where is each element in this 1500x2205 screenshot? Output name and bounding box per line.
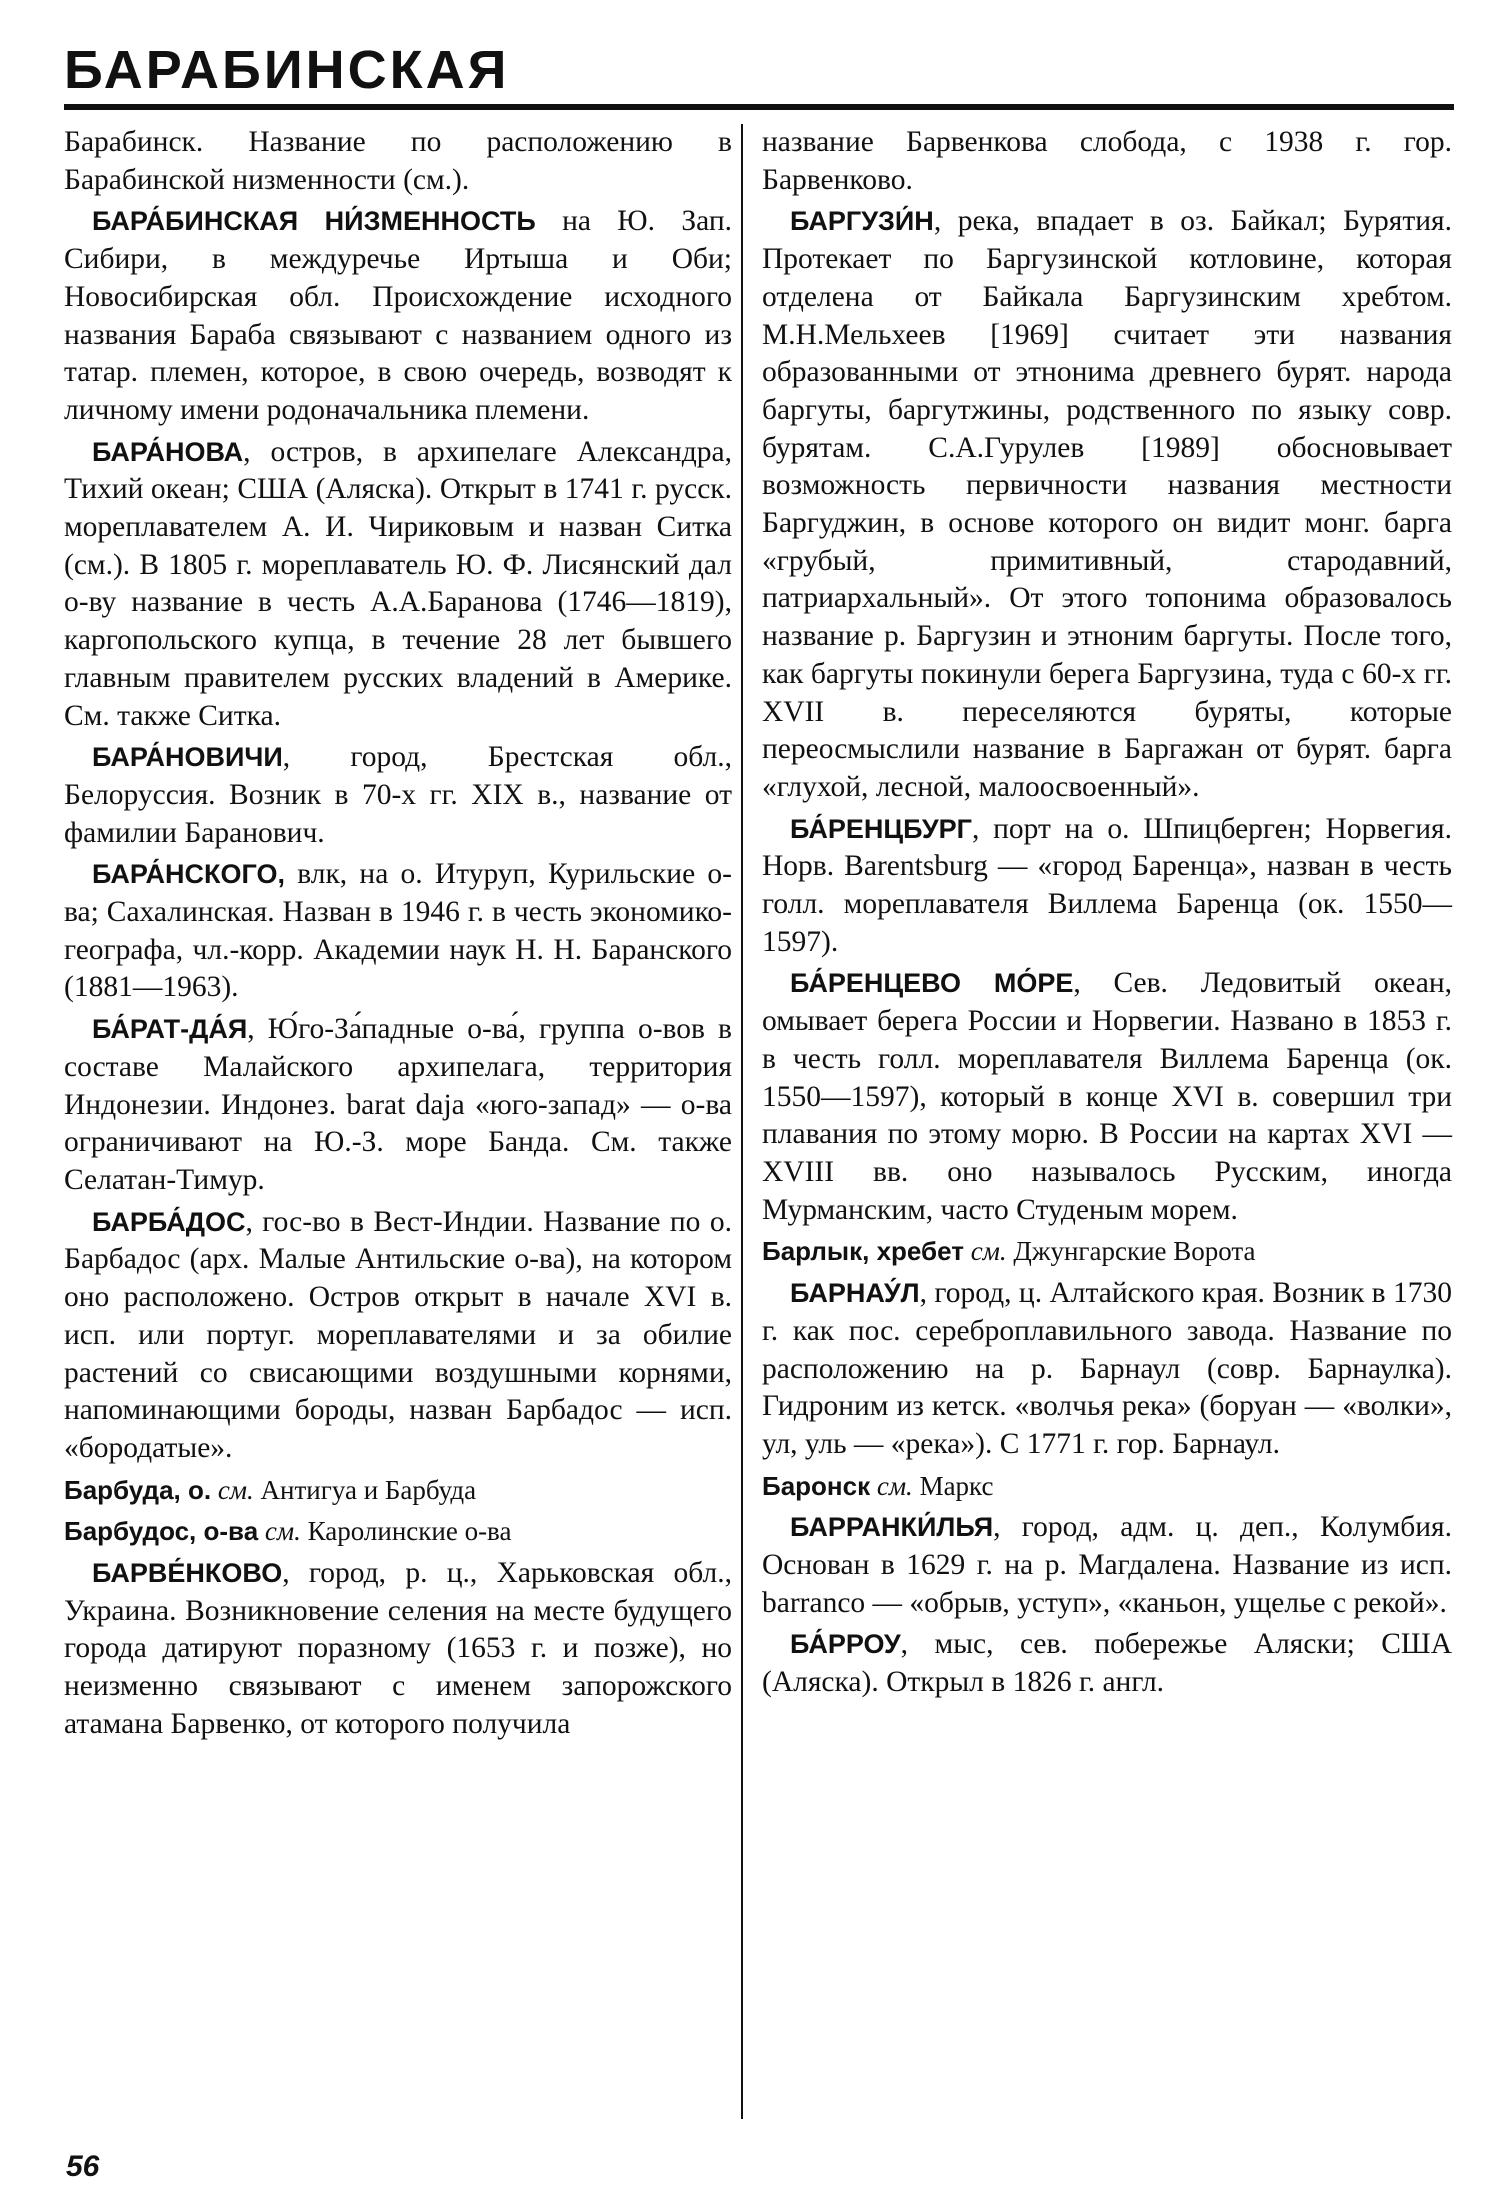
entry-headword: БАРБА́ДОС: [92, 1206, 246, 1237]
entry-headword: БАРА́НОВА: [92, 436, 244, 467]
entry-headword: БАРНАУ́Л: [790, 1278, 920, 1309]
cross-reference: [64, 1472, 732, 1510]
entry-text: Джунгарские Ворота: [1006, 1236, 1256, 1267]
page-header: [64, 38, 1454, 110]
entry-text: Антигуа и Барбуда: [253, 1474, 477, 1505]
entry-text: , город, адм. ц. деп., Колумбия. Основан в 1629 г. на р. Магдалена. Название из исп. barranco — «обрыв, уступ», «каньон, ущелье с рекой».: [762, 1511, 1452, 1619]
cross-reference: [64, 1513, 732, 1551]
see-marker: см.: [870, 1470, 913, 1501]
cross-reference: [762, 1468, 1452, 1506]
entry-text: , Ю́го-За́падные о-ва́, группа о-вов в составе Малайского архипелага, территория Индонезии. Индонез. barat daja «юго-запад» — о-ва ограничивают на Ю.-З. море Банда. См. также Селатан-Тимур.: [64, 1013, 732, 1196]
entry-headword: БАРВЕ́НКОВО: [92, 1558, 283, 1589]
header-rule: [64, 104, 1454, 110]
see-marker: см.: [211, 1474, 254, 1505]
entry-text: , город, р. ц., Харьковская обл., Украина. Возникновение селения на месте будущего города датируют поразному (1653 г. и позже), но неизменно связывают с именем запорожского атамана Барвенко, от которого получила: [64, 1557, 732, 1740]
entry-headword: БАРРАНКИ́ЛЬЯ: [790, 1512, 994, 1543]
entry-text: , порт на о. Шпицберген; Норвегия. Норв. Barentsburg — «город Баренца», назван в честь голл. мореплавателя Виллема Баренца (ок. 1550—1597).: [762, 812, 1452, 958]
column-divider: [741, 124, 743, 2119]
entry-text: , река, впадает в оз. Байкал; Бурятия. Протекает по Баргузинской котловине, которая отделена от Байкала Баргузинским хребтом. М.Н.Мельхеев [1969] считает эти названия образованными от этнонима древнего бурят. народа баргуты, баргутжины, родственного по языку совр. бурятам. С.А.Гурулев [1989] обосновывает возможность первичности названия местности Баргуджин, в основе которого он видит монг. барга «грубый, примитивный, стародавний, патриархальный». От этого топонима образовалось название р. Баргузин и этноним баргуты. После того, как баргуты покинули берега Баргузина, туда с 60-х гг. XVII в. переселяются буряты, которые переосмыслили название в Баргажан от бурят. барга «глухой, лесной, малоосвоенный».: [762, 205, 1452, 803]
dictionary-entry: [64, 434, 732, 736]
dictionary-entry: [64, 739, 732, 852]
entry-headword: Барбуда, о.: [64, 1474, 212, 1505]
dictionary-entry: [762, 965, 1452, 1229]
entry-text: , гос-во в Вест-Индии. Название по о. Барбадос (арх. Малые Антильские о-ва), на котором оно расположено. Остров открыт в начале XVI в. исп. или португ. мореплавателями и за обилие растений со свисающими воздушными корнями, напоминающими бороды, назван Барбадос — исп. «бородатые».: [64, 1205, 732, 1464]
left-column: [64, 124, 732, 1748]
dictionary-entry: [64, 856, 732, 1007]
see-marker: см.: [963, 1236, 1007, 1267]
dictionary-entry: [762, 811, 1452, 962]
see-marker: см.: [258, 1516, 301, 1547]
right-column: [762, 124, 1452, 1706]
running-head: БАРАБИНСКАЯ: [64, 40, 510, 100]
entry-headword: БАРГУЗИ́Н: [790, 206, 934, 237]
entry-headword: БА́РАТ-ДА́Я: [92, 1014, 248, 1045]
dictionary-entry: [762, 203, 1452, 806]
entry-headword: БА́РЕНЦЕВО МО́РЕ: [790, 968, 1074, 999]
dictionary-entry: [64, 203, 732, 429]
cross-reference: [762, 1233, 1452, 1271]
entry-headword: Барбудос, о-ва: [64, 1516, 259, 1547]
entry-headword: БАРА́БИНСКАЯ НИ́ЗМЕННОСТЬ: [92, 206, 536, 237]
entry-headword: Барлык, хребет: [762, 1236, 964, 1267]
entry-continuation: [64, 124, 732, 199]
entry-headword: БА́РЕНЦБУРГ: [790, 813, 972, 844]
page-number: 56: [66, 2150, 100, 2183]
dictionary-entry: [762, 1509, 1452, 1622]
entry-text: , город, ц. Алтайского края. Возник в 1730 г. как пос. сереброплавильного завода. Название по расположению на р. Барнаул (совр. Барнаулка). Гидроним из кетск. «волчья река» (боруан — «волки», ул, уль — «река»). С 1771 г. гор. Барнаул.: [762, 1277, 1452, 1460]
dictionary-entry: [64, 1011, 732, 1200]
entry-text: на Ю. Зап. Сибири, в междуречье Иртыша и Оби; Новосибирская обл. Происхождение исходного названия Бараба связывают с названием одного из татар. племен, которое, в свою очередь, возводят к личному имени родоначальника племени.: [64, 205, 732, 426]
entry-text: Каролинские о-ва: [300, 1516, 512, 1547]
entry-text: , город, Брестская обл., Белоруссия. Возник в 70-х гг. XIX в., название от фамилии Баранович.: [64, 741, 732, 849]
entry-text: название Барвенкова слобода, с 1938 г. гор. Барвенково.: [762, 126, 1452, 196]
entry-headword: БА́РРОУ: [790, 1629, 901, 1660]
entry-text: Маркс: [912, 1470, 994, 1501]
entry-text: , мыс, сев. побережье Аляски; США (Аляска). Открыл в 1826 г. англ.: [762, 1628, 1452, 1699]
entry-headword: БАРА́НОВИЧИ: [92, 742, 283, 773]
entry-text: влк, на о. Итуруп, Курильские о-ва; Сахалинская. Назван в 1946 г. в честь экономико-географа, чл.-корр. Академии наук Н. Н. Баранского (1881—1963).: [64, 858, 732, 1004]
entry-text: , Сев. Ледовитый океан, омывает берега России и Норвегии. Названо в 1853 г. в честь голл. мореплавателя Виллема Баренца (ок. 1550—1597), который в конце XVI в. совершил три плавания по этому морю. В России на картах XVI — XVIII вв. оно называлось Русским, иногда Мурманским, часто Студеным морем.: [762, 967, 1452, 1226]
entry-text: Барабинск. Название по расположению в Барабинской низменности (см.).: [64, 126, 732, 196]
dictionary-entry: [762, 1626, 1452, 1701]
entry-continuation: [762, 124, 1452, 199]
entry-headword: Баронск: [762, 1470, 871, 1501]
dictionary-entry: [64, 1555, 732, 1744]
entry-text: , остров, в архипелаге Александра, Тихий океан; США (Аляска). Открыт в 1741 г. русск. мореплавателем А. И. Чириковым и назван Ситка (см.). В 1805 г. мореплаватель Ю. Ф. Лисянский дал о-ву название в честь А.А.Баранова (1746—1819), каргопольского купца, в течение 28 лет бывшего главным правителем русских владений в Америке. См. также Ситка.: [64, 435, 732, 732]
dictionary-entry: [762, 1275, 1452, 1464]
entry-headword: БАРА́НСКОГО,: [92, 859, 285, 890]
dictionary-entry: [64, 1204, 732, 1468]
